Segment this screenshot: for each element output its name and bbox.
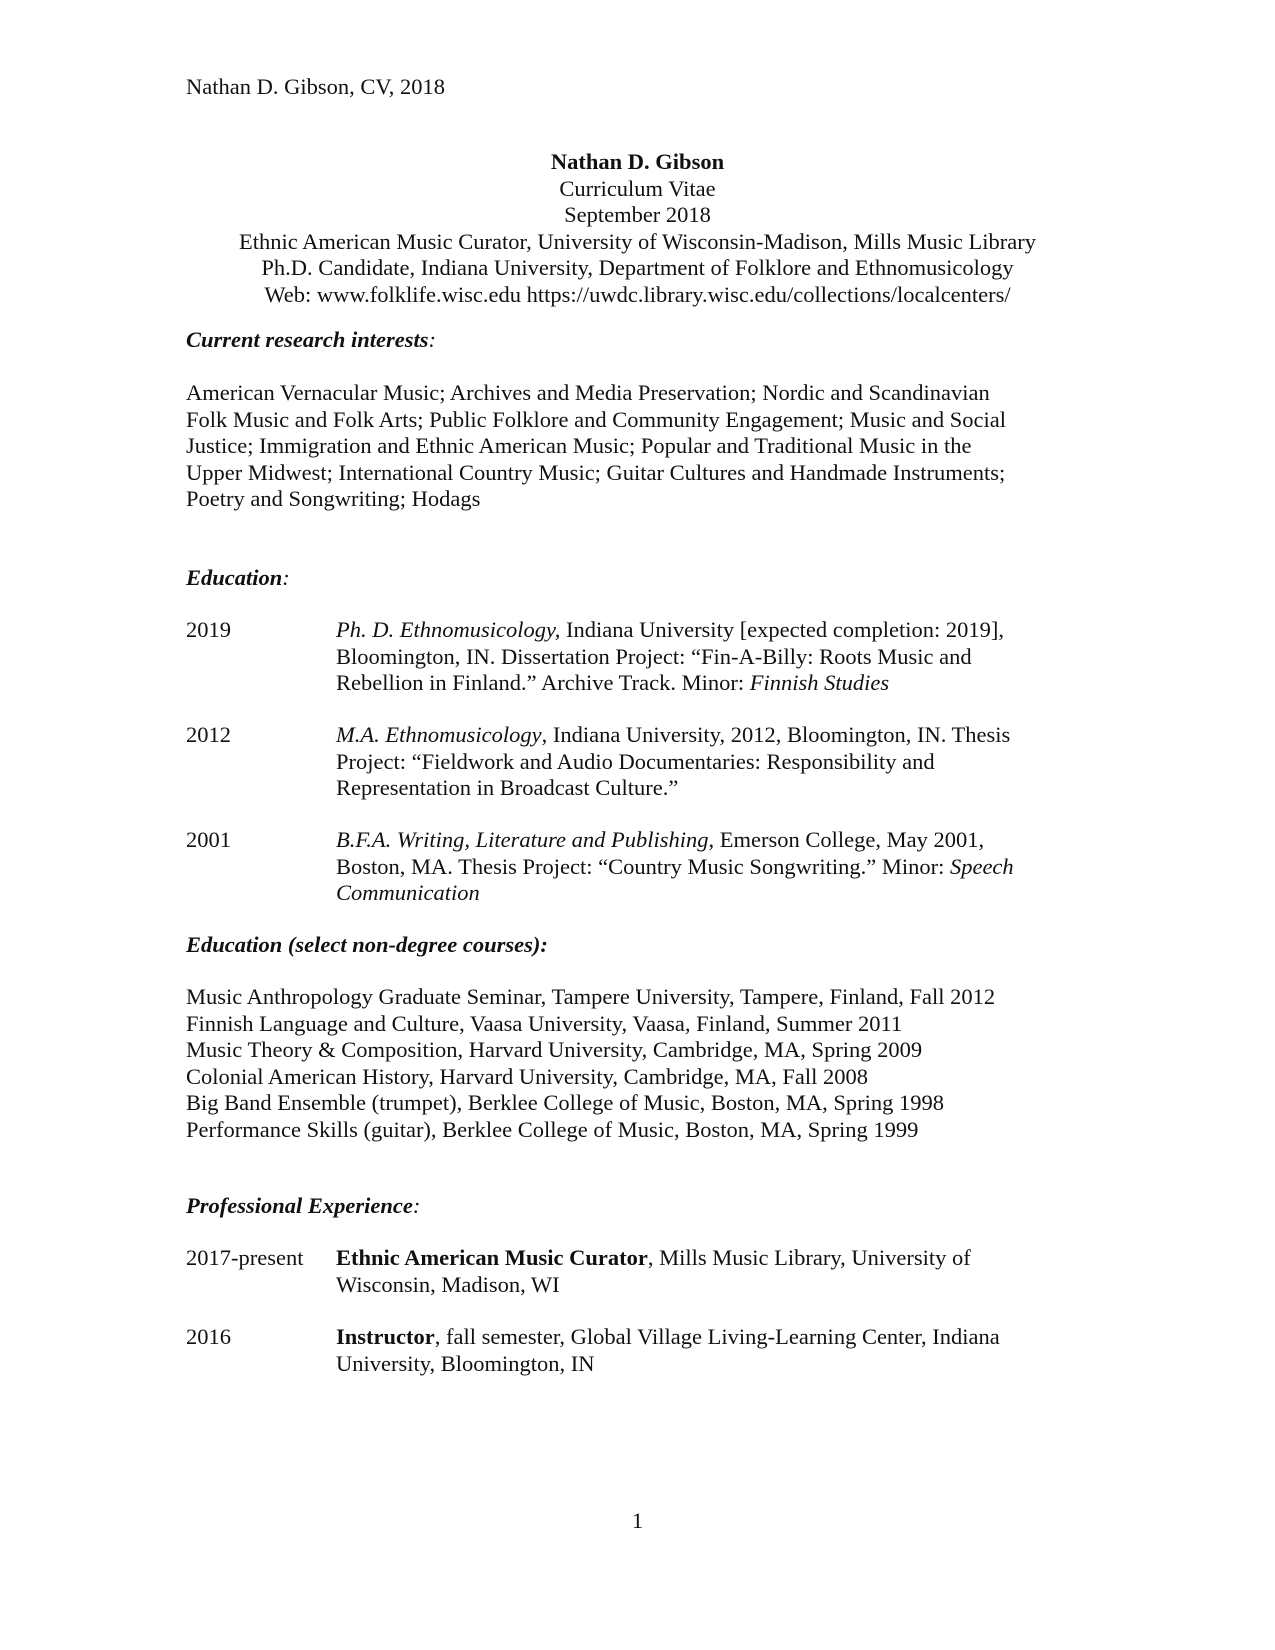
courses-heading: Education (select non-degree courses):	[186, 932, 548, 957]
research-line: American Vernacular Music; Archives and Media Preservation; Nordic and Scandinavian	[186, 380, 990, 405]
running-head: Nathan D. Gibson, CV, 2018	[186, 74, 445, 99]
education-heading: Education:	[186, 565, 290, 590]
course-item: Music Anthropology Graduate Seminar, Tampere University, Tampere, Finland, Fall 2012	[186, 984, 996, 1009]
entry-body: Instructor, fall semester, Global Village Living-Learning Center, Indiana University, Bloomington, IN	[336, 1324, 1000, 1376]
web-links: Web: www.folklife.wisc.edu https://uwdc.library.wisc.edu/collections/localcenters/	[264, 281, 1011, 307]
entry-body: Ethnic American Music Curator, Mills Music Library, University of Wisconsin, Madison, WI	[336, 1245, 971, 1297]
research-paragraph	[186, 380, 1066, 513]
course-item: Big Band Ensemble (trumpet), Berklee College of Music, Boston, MA, Spring 1998	[186, 1090, 945, 1115]
entry-year: 2012	[186, 722, 231, 747]
courses-list	[186, 984, 1066, 1143]
position-line-2: Ph.D. Candidate, Indiana University, Department of Folklore and Ethnomusicology	[261, 255, 1014, 280]
entry-body: M.A. Ethnomusicology, Indiana University, 2012, Bloomington, IN. Thesis Project: “Fieldwork and Audio Documentaries: Responsibility and Representation in Broadcast Culture.”	[336, 722, 1011, 800]
research-line: Justice; Immigration and Ethnic American Music; Popular and Traditional Music in the	[186, 433, 972, 458]
course-item: Colonial American History, Harvard University, Cambridge, MA, Fall 2008	[186, 1063, 868, 1089]
doc-type: Curriculum Vitae	[559, 175, 716, 201]
position-line-1: Ethnic American Music Curator, University of Wisconsin-Madison, Mills Music Library	[238, 228, 1037, 254]
entry-body: Ph. D. Ethnomusicology, Indiana University [expected completion: 2019], Bloomington, IN. Dissertation Project: “Fin-A-Billy: Roots Music and Rebellion in Finland.” Archive Track. Minor: Finnish Studies	[336, 617, 1004, 695]
course-item: Music Theory & Composition, Harvard University, Cambridge, MA, Spring 2009	[186, 1037, 923, 1062]
research-heading: Current research interests:	[186, 327, 437, 352]
entry-year: 2019	[186, 617, 231, 642]
experience-heading: Professional Experience:	[186, 1193, 421, 1218]
cv-name: Nathan D. Gibson	[550, 149, 725, 174]
research-line: Folk Music and Folk Arts; Public Folklore and Community Engagement; Music and Social	[186, 406, 1006, 432]
cv-date: September 2018	[564, 202, 711, 227]
research-line: Poetry and Songwriting; Hodags	[186, 486, 481, 511]
entry-year: 2017-present	[186, 1245, 304, 1270]
course-item: Performance Skills (guitar), Berklee College of Music, Boston, MA, Spring 1999	[186, 1116, 919, 1142]
course-item: Finnish Language and Culture, Vaasa University, Vaasa, Finland, Summer 2011	[186, 1010, 903, 1036]
entry-year: 2001	[186, 827, 231, 852]
entry-year: 2016	[186, 1324, 231, 1349]
research-line: Upper Midwest; International Country Music; Guitar Cultures and Handmade Instruments;	[186, 459, 1006, 485]
entry-body: B.F.A. Writing, Literature and Publishing, Emerson College, May 2001, Boston, MA. Thesis Project: “Country Music Songwriting.” Minor: Speech Communication	[336, 827, 1014, 905]
title-block	[0, 149, 1275, 308]
page-number: 1	[631, 1508, 644, 1533]
